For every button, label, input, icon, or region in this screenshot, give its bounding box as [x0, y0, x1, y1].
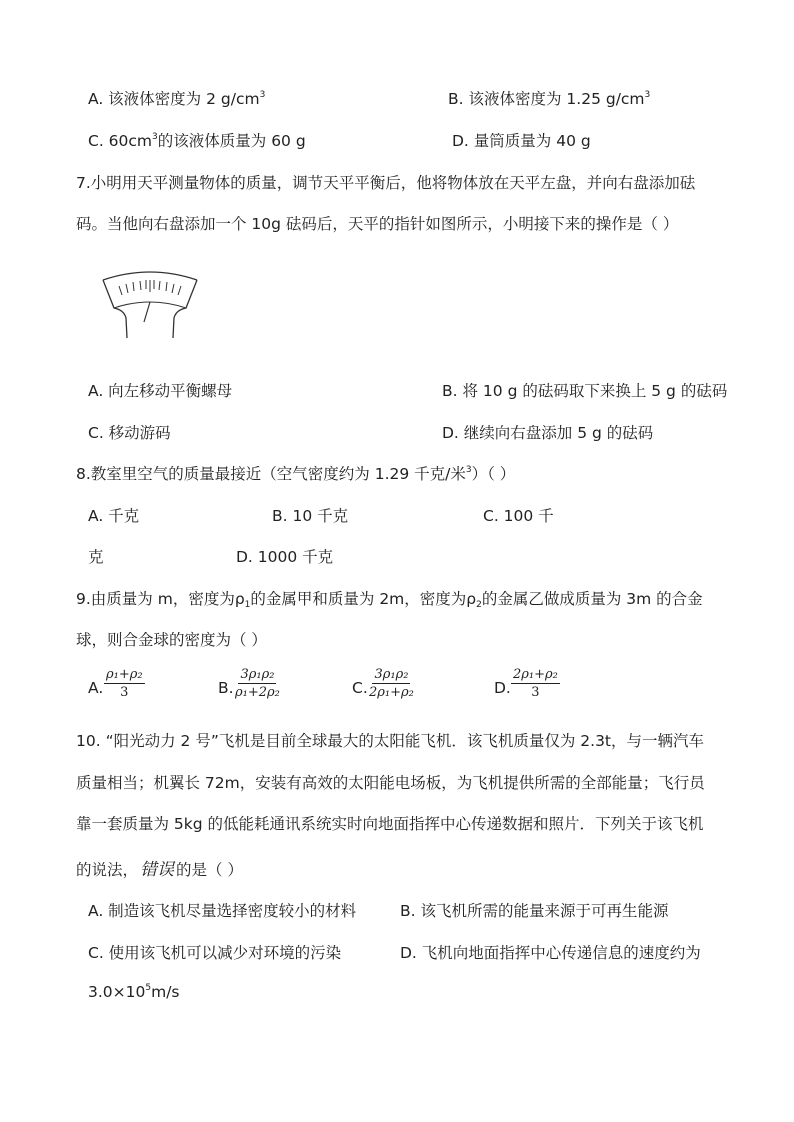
q9-stem-line1: 9.由质量为 m，密度为$\rho_1$的金属甲和质量为 2m，密度为$\rho_2$的金属乙做成质量为 3m 的合金	[76, 590, 703, 610]
q8-option-a: A. 千克	[88, 507, 140, 525]
q10-stem-line4: 的说法， 错误 的是（ ）	[76, 860, 243, 880]
q10-option-a: A. 制造该飞机尽量选择密度较小的材料	[88, 902, 357, 920]
q7-option-c: C. 移动游码	[88, 424, 171, 442]
q9-stem-line2: 球，则合金球的密度为（ ）	[76, 631, 267, 649]
q9-option-a-fraction: $\frac{\text{ρ₁+ρ₂}}{3}$	[106, 667, 143, 700]
q10-option-b: B. 该飞机所需的能量来源于可再生能源	[400, 902, 669, 920]
q6-option-c: C. $60cm^3$的该液体质量为 60 g	[88, 132, 306, 150]
q6-option-a: A. 该液体密度为 2 $g/cm^3$	[88, 90, 266, 108]
q6-option-d: D. 量筒质量为 40 g	[452, 132, 591, 150]
emphasis-word: 错误	[140, 860, 175, 880]
q8-option-c-wrap: 克	[88, 548, 104, 566]
q9-option-d-label: D.	[494, 679, 511, 697]
q10-stem-line3: 靠一套质量为 5kg 的低能耗通讯系统实时向地面指挥中心传递数据和照片．下列关于该飞机	[76, 815, 704, 833]
q7-option-a: A. 向左移动平衡螺母	[88, 382, 233, 400]
balance-needle	[144, 302, 150, 322]
q10-option-d-wrap: $3.0\times 10^5m/s$	[88, 983, 180, 1001]
q7-option-b: B. 将 10 g 的砝码取下来换上 5 g 的砝码	[442, 382, 728, 400]
balance-pointer-figure	[100, 268, 200, 340]
q8-option-d: D. 1000 千克	[236, 548, 334, 566]
q6-option-b: B. 该液体密度为 1.25 $g/cm^3$	[448, 90, 651, 108]
q8-option-c: C. 100 千	[483, 507, 554, 525]
q9-option-a-label: A.	[88, 679, 104, 697]
q9-option-d-fraction: $\frac{\text{2ρ₁+ρ₂}}{3}$	[513, 667, 558, 700]
q10-option-c: C. 使用该飞机可以减少对环境的污染	[88, 944, 342, 962]
q9-option-b-fraction: $\frac{\text{3ρ₁ρ₂}}{\text{ρ₁+2ρ₂}}$	[235, 667, 280, 700]
q9-option-c-fraction: $\frac{\text{3ρ₁ρ₂}}{\text{2ρ₁+ρ₂}}$	[369, 667, 414, 700]
q7-stem-line2: 码。当他向右盘添加一个 10g 砝码后，天平的指针如图所示，小明接下来的操作是（ ）	[76, 215, 679, 233]
q7-option-d: D. 继续向右盘添加 5 g 的砝码	[442, 424, 654, 442]
q8-stem: 8.教室里空气的质量最接近（空气密度约为 1.29 千克/米$^3$）（ ）	[76, 465, 516, 483]
q10-option-d: D. 飞机向地面指挥中心传递信息的速度约为	[400, 944, 701, 962]
q8-option-b: B. 10 千克	[272, 507, 349, 525]
q9-option-b-label: B.	[218, 679, 234, 697]
q10-stem-line2: 质量相当；机翼长 72m，安装有高效的太阳能电场板，为飞机提供所需的全部能量；飞行员	[76, 774, 705, 792]
q10-stem-line1: 10. “阳光动力 2 号”飞机是目前全球最大的太阳能飞机．该飞机质量仅为 2.3t，与一辆汽车	[76, 732, 705, 750]
q7-stem-line1: 7.小明用天平测量物体的质量，调节天平平衡后，他将物体放在天平左盘，并向右盘添加砝	[76, 174, 696, 192]
q9-option-c-label: C.	[352, 679, 368, 697]
